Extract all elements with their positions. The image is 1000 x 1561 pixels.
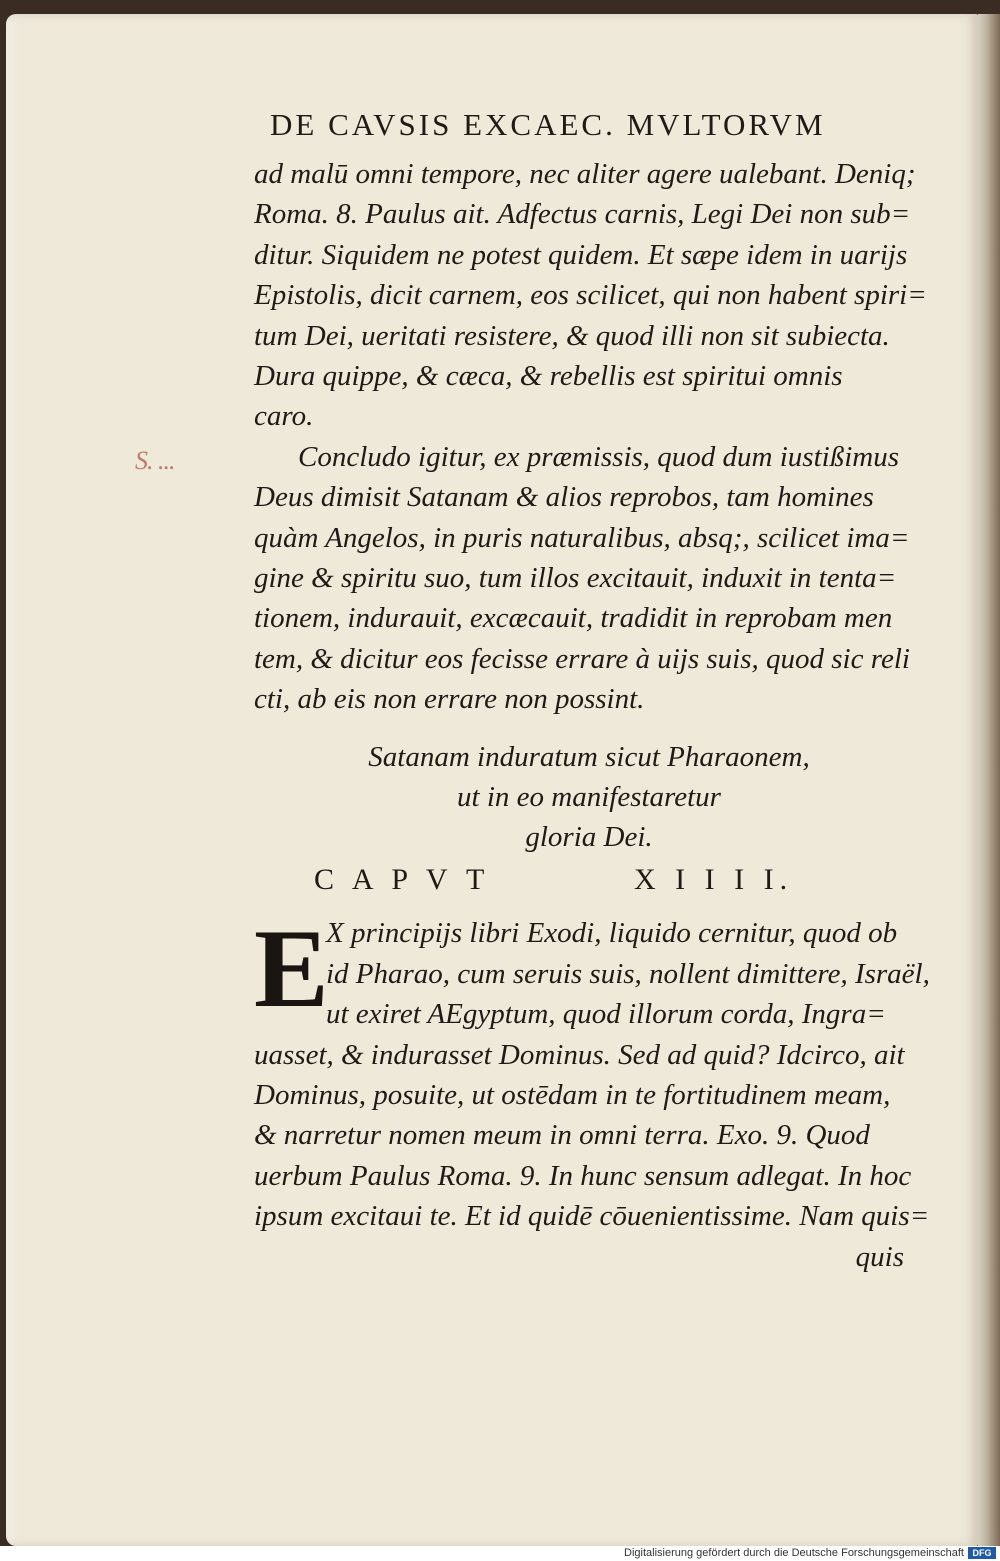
- text-line: Deus dimisit Satanam & alios reprobos, tam homines: [254, 481, 874, 514]
- catchword: quis: [855, 1240, 904, 1273]
- text-line: tem, & dicitur eos fecisse errare à uijs suis, quod sic reli: [254, 642, 910, 675]
- text-line: X principijs libri Exodi, liquido cernitur, quod ob: [326, 917, 898, 950]
- subtitle-line: Satanam induratum sicut Pharaonem,: [368, 741, 810, 774]
- text-line: & narretur nomen meum in omni terra. Exo. 9. Quod: [254, 1119, 870, 1152]
- chapter-number: X I I I I.: [634, 863, 794, 897]
- text-line: gine & spiritu suo, tum illos excitauit, induxit in tenta=: [254, 561, 897, 594]
- margin-annotation: S. ...: [135, 446, 175, 475]
- text-line: Concludo igitur, ex præmissis, quod dum iustißimus: [298, 440, 899, 473]
- paragraph-3: [254, 907, 930, 1277]
- text-line: Epistolis, dicit carnem, eos scilicet, qui non habent spiri=: [254, 279, 927, 312]
- subtitle-wrap: [254, 737, 924, 857]
- paragraph-1: [254, 154, 927, 437]
- subtitle-line: gloria Dei.: [525, 821, 653, 854]
- chapter-heading: [314, 863, 874, 897]
- text-line: Dominus, posuite, ut ostēdam in te fortitudinem meam,: [254, 1079, 891, 1112]
- chapter-subtitle: [254, 737, 924, 857]
- text-line: tum Dei, ueritati resistere, & quod illi non sit subiecta.: [254, 319, 890, 352]
- text-block: [254, 98, 930, 1277]
- text-line: quàm Angelos, in puris naturalibus, absq;, scilicet ima=: [254, 521, 910, 554]
- text-line: uasset, & indurasset Dominus. Sed ad quid? Idcirco, ait: [254, 1038, 905, 1071]
- subtitle-line: ut in eo manifestaretur: [457, 781, 721, 814]
- text-line: ditur. Siquidem ne potest quidem. Et sæpe idem in uarijs: [254, 238, 908, 271]
- paragraph-2: [254, 437, 924, 720]
- dfg-logo: DFG: [968, 1547, 996, 1559]
- text-line: Dura quippe, & cæca, & rebellis est spiritui omnis: [254, 359, 843, 392]
- page-edge: [978, 14, 1000, 1546]
- text-line: uerbum Paulus Roma. 9. In hunc sensum adlegat. In hoc: [254, 1159, 912, 1192]
- footer-bar: [0, 1546, 1000, 1561]
- text-line: id Pharao, cum seruis suis, nollent dimittere, Israël,: [326, 957, 930, 990]
- text-line: caro.: [254, 400, 314, 433]
- text-line: ad malū omni tempore, nec aliter agere ualebant. Deniq;: [254, 158, 916, 190]
- text-line: Roma. 8. Paulus ait. Adfectus carnis, Legi Dei non sub=: [254, 198, 911, 231]
- chapter-label: C A P V T: [314, 863, 491, 897]
- text-line: ipsum excitaui te. Et id quidē cōuenientissime. Nam quis=: [254, 1200, 930, 1233]
- text-line: cti, ab eis non errare non possint.: [254, 683, 645, 716]
- drop-capital: E: [254, 907, 329, 1032]
- chapter-heading-wrap: [254, 857, 924, 913]
- text-line: tionem, indurauit, excæcauit, tradidit in reprobam men: [254, 602, 893, 635]
- text-line: ut exiret AEgyptum, quod illorum corda, Ingra=: [326, 998, 886, 1031]
- funding-credit: Digitalisierung gefördert durch die Deutsche Forschungsgemeinschaft: [624, 1547, 964, 1559]
- running-head: DE CAVSIS EXCAEC. MVLTORVM: [270, 107, 826, 142]
